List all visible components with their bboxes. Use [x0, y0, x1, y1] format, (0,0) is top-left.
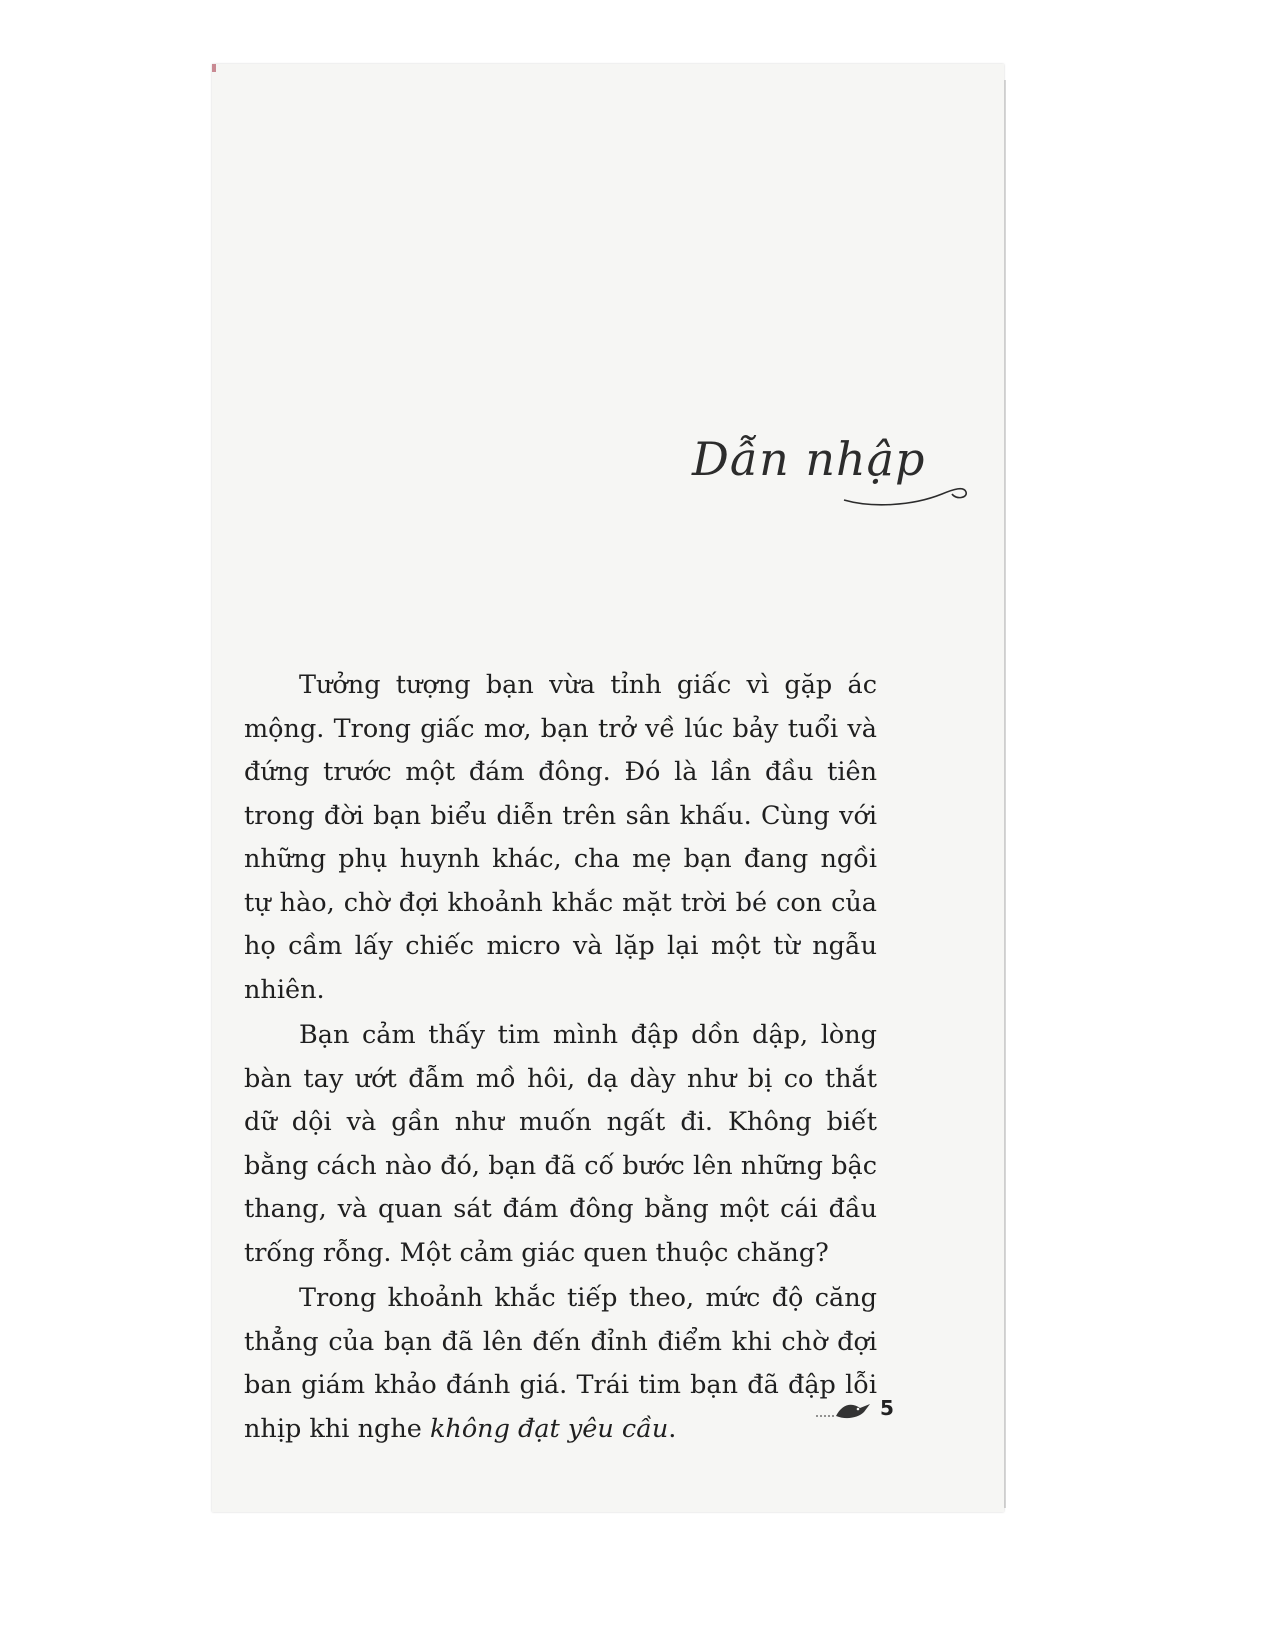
paragraph-2-text: Bạn cảm thấy tim mình đập dồn dập, lòng bàn tay ướt đẫm mồ hôi, dạ dày như bị co thắt dữ dội và gần như muốn ngất đi. Không biết bằng cách nào đó, bạn đã cố bước lên những bậc thang, và quan sát đám đông bằng một cái đầu trống rỗng. Một cảm giác quen thuộc chăng? [244, 1020, 877, 1268]
paragraph-3-end: . [668, 1413, 677, 1444]
paragraph-1 [244, 664, 877, 1012]
paragraph-1-text: Tưởng tượng bạn vừa tỉnh giấc vì gặp ác mộng. Trong giấc mơ, bạn trở về lúc bảy tuổi và đứng trước một đám đông. Đó là lần đầu tiên trong đời bạn biểu diễn trên sân khấu. Cùng với những phụ huynh khác, cha mẹ bạn đang ngồi tự hào, chờ đợi khoảnh khắc mặt trời bé con của họ cầm lấy chiếc micro và lặp lại một từ ngẫu nhiên. [244, 670, 877, 1005]
body-text [244, 664, 877, 1453]
chapter-heading [692, 432, 972, 522]
spine-mark [212, 64, 216, 72]
paragraph-3-emphasis: không đạt yêu cầu [429, 1413, 669, 1444]
book-page [212, 64, 1004, 1512]
paragraph-3-text: Trong khoảnh khắc tiếp theo, mức độ căng thẳng của bạn đã lên đến đỉnh điểm khi chờ đợi ban giám khảo đánh giá. Trái tim bạn đã đập lỗi nhịp khi nghe [244, 1283, 877, 1444]
paragraph-2 [244, 1014, 877, 1275]
page-footer [814, 1396, 904, 1426]
chapter-title: Dẫn nhập [692, 432, 926, 486]
flourish-icon [842, 472, 972, 512]
paragraph-3 [244, 1277, 877, 1451]
page-number: 5 [880, 1396, 894, 1420]
bird-ornament-icon [814, 1398, 876, 1422]
